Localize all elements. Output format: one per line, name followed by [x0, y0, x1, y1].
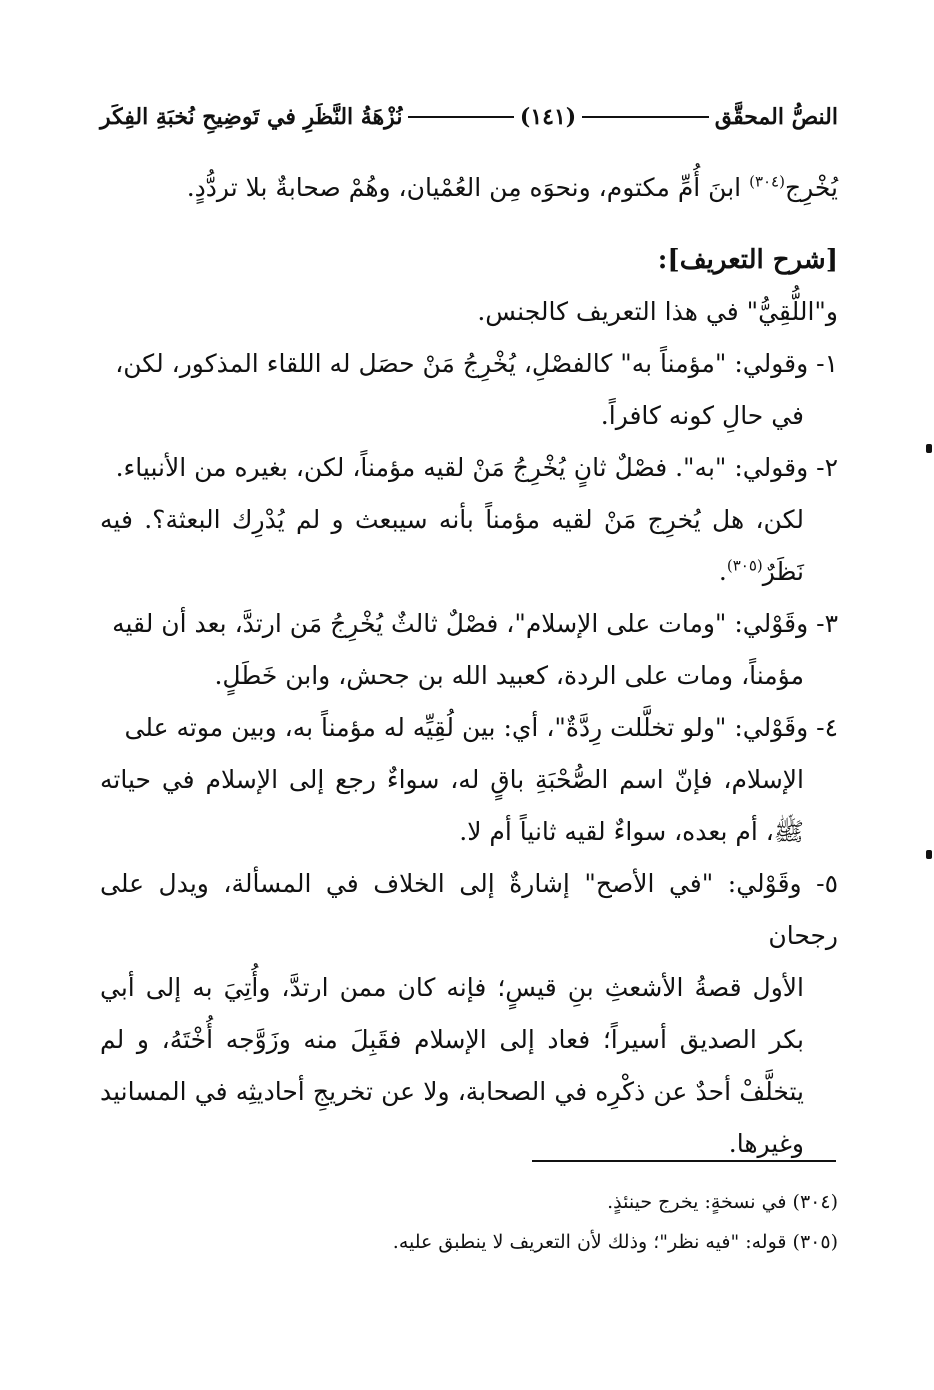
- footnotes: [300, 1182, 838, 1262]
- margin-mark: [926, 850, 932, 859]
- opening-line-end: ابنَ أُمِّ مكتوم، ونحوَه مِن العُمْيان، وهُمْ صحابةٌ بلا تردُّدٍ.: [186, 173, 750, 202]
- continuation-end: .: [718, 557, 727, 586]
- header-right-title: النصُّ المحقَّق: [714, 104, 838, 130]
- list-item-continuation: [100, 494, 838, 598]
- list-item-first-line: ١- وقولي: "مؤمناً به" كالفصْلِ، يُخْرِجُ مَنْ حصَل له اللقاء المذكور، لكن،: [115, 349, 838, 378]
- list-item-continuation: مؤمناً، ومات على الردة، كعبيد الله بن جحش، وابن خَطَلٍ.: [214, 661, 804, 690]
- footnote-marker[interactable]: (٣٠٤): [749, 172, 785, 191]
- header-rule: [408, 116, 513, 118]
- header-left-title: نُزْهَةُ النَّظَرِ في تَوضِيحِ نُخبَةِ الفِكَر: [100, 104, 403, 130]
- footnote: (٣٠٤) في نسخةٍ: يخرج حينئذٍ.: [607, 1191, 838, 1213]
- footnote-separator: [532, 1160, 836, 1162]
- opening-line-start: يُخْرِج: [784, 173, 838, 202]
- section-heading: [شرح التعريف]:: [657, 245, 838, 275]
- page-number: (١٤١): [519, 104, 577, 130]
- list-item-continuation: في حالِ كونه كافراً.: [600, 401, 804, 430]
- list-item: [100, 338, 838, 442]
- list-item: [100, 598, 838, 702]
- main-text: [100, 162, 838, 1170]
- list-item-first-line: ٣- وقَوْلي: "ومات على الإسلام"، فصْلٌ ثالثٌ يُخْرِجُ مَن ارتدَّ، بعد أن لقيه: [112, 609, 838, 638]
- list-item: [100, 702, 838, 858]
- list-item-first-line: ٤- وقَوْلي: "ولو تخلَّلت رِدَّةٌ"، أي: بين لُقِيِّه له مؤمناً به، وبين موته على: [124, 713, 838, 742]
- footnote-marker[interactable]: (٣٠٥): [726, 556, 763, 575]
- intro-paragraph: و"اللُّقِيُّ" في هذا التعريف كالجنس.: [477, 297, 838, 326]
- list-item: [100, 858, 838, 1170]
- opening-line: [100, 162, 838, 214]
- list-item-continuation: الإسلام، فإنّ اسم الصُّحْبَةِ باقٍ له، سواءٌ رجع إلى الإسلام في حياته ﷺ، أم بعده، سواءٌ لقيه ثانياً أم لا.: [100, 765, 804, 846]
- list-item-first-line: ٢- وقولي: "به". فصْلٌ ثانٍ يُخْرِجُ مَنْ لقيه مؤمناً، لكن، بغيره من الأنبياء.: [115, 453, 838, 482]
- list-item-first-line: ٥- وقَوْلي: "في الأصح" إشارةٌ إلى الخلاف في المسألة، ويدل على رجحان: [100, 869, 838, 950]
- list-item: [100, 442, 838, 598]
- margin-mark: [926, 444, 932, 453]
- header-rule: [582, 116, 709, 118]
- continuation-text: لكن، هل يُخرِج مَنْ لقيه مؤمناً بأنه سيبعث و لم يُدْرِك البعثة؟. فيه نَظَرٌ: [100, 505, 804, 586]
- footnote: (٣٠٥) قوله: "فيه نظر"؛ وذلك لأن التعريف لا ينطبق عليه.: [392, 1231, 838, 1253]
- running-header: [100, 100, 838, 134]
- list-item-continuation: الأول قصةُ الأشعثِ بنِ قيسٍ؛ فإنه كان ممن ارتدَّ، وأُتِيَ به إلى أبي بكر الصديق أسيراً؛ فعاد إلى الإسلام فقَبِلَ منه وزَوَّجه أُخْتَهُ، و لم يتخلَّفْ أحدٌ عن ذكْرِه في الصحابة، ولا عن تخريجِ أحاديثِه في المسانيد وغيرها.: [100, 973, 804, 1158]
